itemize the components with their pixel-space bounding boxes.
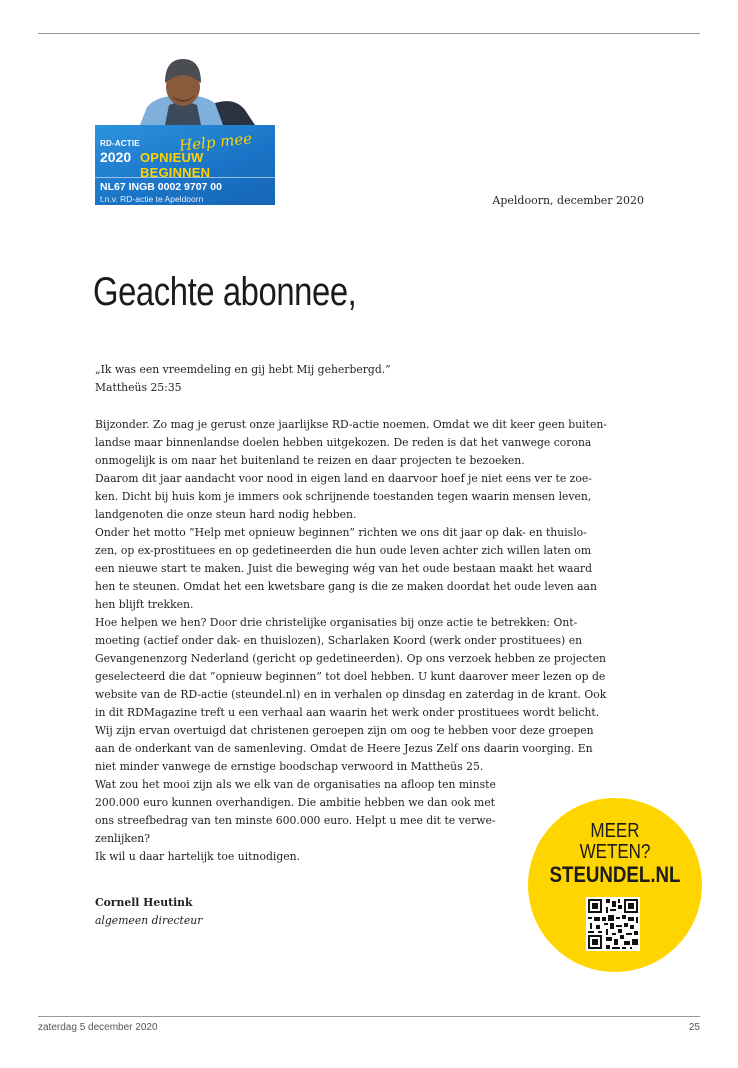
signature-block xyxy=(95,894,585,930)
body-line: ons streefbedrag van ten minste 600.000 euro. Helpt u mee dit te verwe- xyxy=(95,814,496,827)
body-line: Hoe helpen we hen? Door drie christelijke organisaties bij onze actie te betrekken: Ont- xyxy=(95,616,578,629)
callout-line-2: WETEN? xyxy=(579,841,651,863)
body-line: 200.000 euro kunnen overhandigen. Die ambitie hebben we dan ook met xyxy=(95,796,495,809)
body-line: Daarom dit jaar aandacht voor nood in eigen land en daarvoor hoef je niet eens ver te zoe- xyxy=(95,472,592,485)
body-line: onmogelijk is om naar het buitenland te reizen en daar projecten te bezoeken. xyxy=(95,454,525,467)
qr-code-icon[interactable] xyxy=(586,897,640,951)
body-line: hen te steunen. Omdat het een kwetsbare gang is die ze maken doordat het oude leven aan xyxy=(95,580,597,593)
body-line: Wat zou het mooi zijn als we elk van de organisaties na afloop ten minste xyxy=(95,778,496,791)
body-line: Onder het motto ”Help met opnieuw beginnen” richten we ons dit jaar op dak- en thuislo- xyxy=(95,526,587,539)
body-line: in dit RDMagazine treft u een verhaal aan waarin het werk onder prostituees wordt belicht. xyxy=(95,706,600,719)
body-line: Gevangenenzorg Nederland (gericht op gedetineerden). Op ons verzoek hebben ze projecten xyxy=(95,652,606,665)
bible-quote xyxy=(95,361,585,397)
greeting-heading: Geachte abonnee, xyxy=(93,270,357,314)
body-line: ken. Dicht bij huis kom je immers ook schrijnende toestanden tegen waarin mensen leven, xyxy=(95,490,592,503)
body-line: hen blijft trekken. xyxy=(95,598,194,611)
body-line: aan de onderkant van de samenleving. Omdat de Heere Jezus Zelf ons daarin voorging. En xyxy=(95,742,593,755)
top-rule xyxy=(38,33,700,34)
body-line: zen, op ex-prostituees en op gedetineerden die hun oude leven achter zich willen laten om xyxy=(95,544,592,557)
banner-year: 2020 xyxy=(100,149,132,165)
body-line: Wij zijn ervan overtuigd dat christenen geroepen zijn om oog te hebben voor deze groepen xyxy=(95,724,594,737)
body-line: Bijzonder. Zo mag je gerust onze jaarlijkse RD-actie noemen. Omdat we dit keer geen buiten- xyxy=(95,418,607,431)
banner-account-holder: t.n.v. RD-actie te Apeldoorn xyxy=(100,194,204,204)
banner-help-text: Help mee xyxy=(178,129,253,155)
dateline: Apeldoorn, december 2020 xyxy=(492,194,644,207)
body-line: landgenoten die onze steun hard nodig hebben. xyxy=(95,508,357,521)
banner-iban: NL67 INGB 0002 9707 00 xyxy=(100,181,222,193)
footer-date: zaterdag 5 december 2020 xyxy=(38,1022,158,1033)
body-line: website van de RD-actie (steundel.nl) en in verhalen op dinsdag en zaterdag in de krant. Ook xyxy=(95,688,607,701)
body-line: zenlijken? xyxy=(95,832,150,845)
body-line: Ik wil u daar hartelijk toe uitnodigen. xyxy=(95,850,301,863)
steundel-callout[interactable] xyxy=(528,798,702,972)
quote-line: „Ik was een vreemdeling en gij hebt Mij geherbergd.” xyxy=(95,363,391,376)
signature-name: Cornell Heutink xyxy=(95,896,193,909)
body-line: landse maar binnenlandse doelen hebben uitgekozen. De reden is dat het vanwege corona xyxy=(95,436,592,449)
banner-tag: RD-ACTIE xyxy=(100,139,140,148)
callout-url[interactable]: STEUNDEL.NL xyxy=(549,862,681,887)
banner-photo xyxy=(95,55,275,125)
body-line: geselecteerd die dat ”opnieuw beginnen” tot doel hebben. U kunt daarover meer lezen op de xyxy=(95,670,606,683)
page-number: 25 xyxy=(688,1022,700,1033)
body-line: moeting (actief onder dak- en thuislozen), Scharlaken Koord (werk onder prostituees) en xyxy=(95,634,583,647)
letter-body xyxy=(95,416,607,866)
callout-line-1: MEER xyxy=(590,820,640,842)
quote-reference: Mattheüs 25:35 xyxy=(95,381,182,394)
signature-role: algemeen directeur xyxy=(95,914,203,927)
banner-title: OPNIEUW BEGINNEN xyxy=(140,150,211,180)
rd-actie-banner[interactable] xyxy=(95,55,275,205)
body-line: een nieuwe start te maken. Juist die beweging wég van het oude bestaan maakt het waard xyxy=(95,562,593,575)
bottom-rule xyxy=(38,1016,700,1017)
body-line: niet minder vanwege de ernstige boodschap verwoord in Mattheüs 25. xyxy=(95,760,484,773)
